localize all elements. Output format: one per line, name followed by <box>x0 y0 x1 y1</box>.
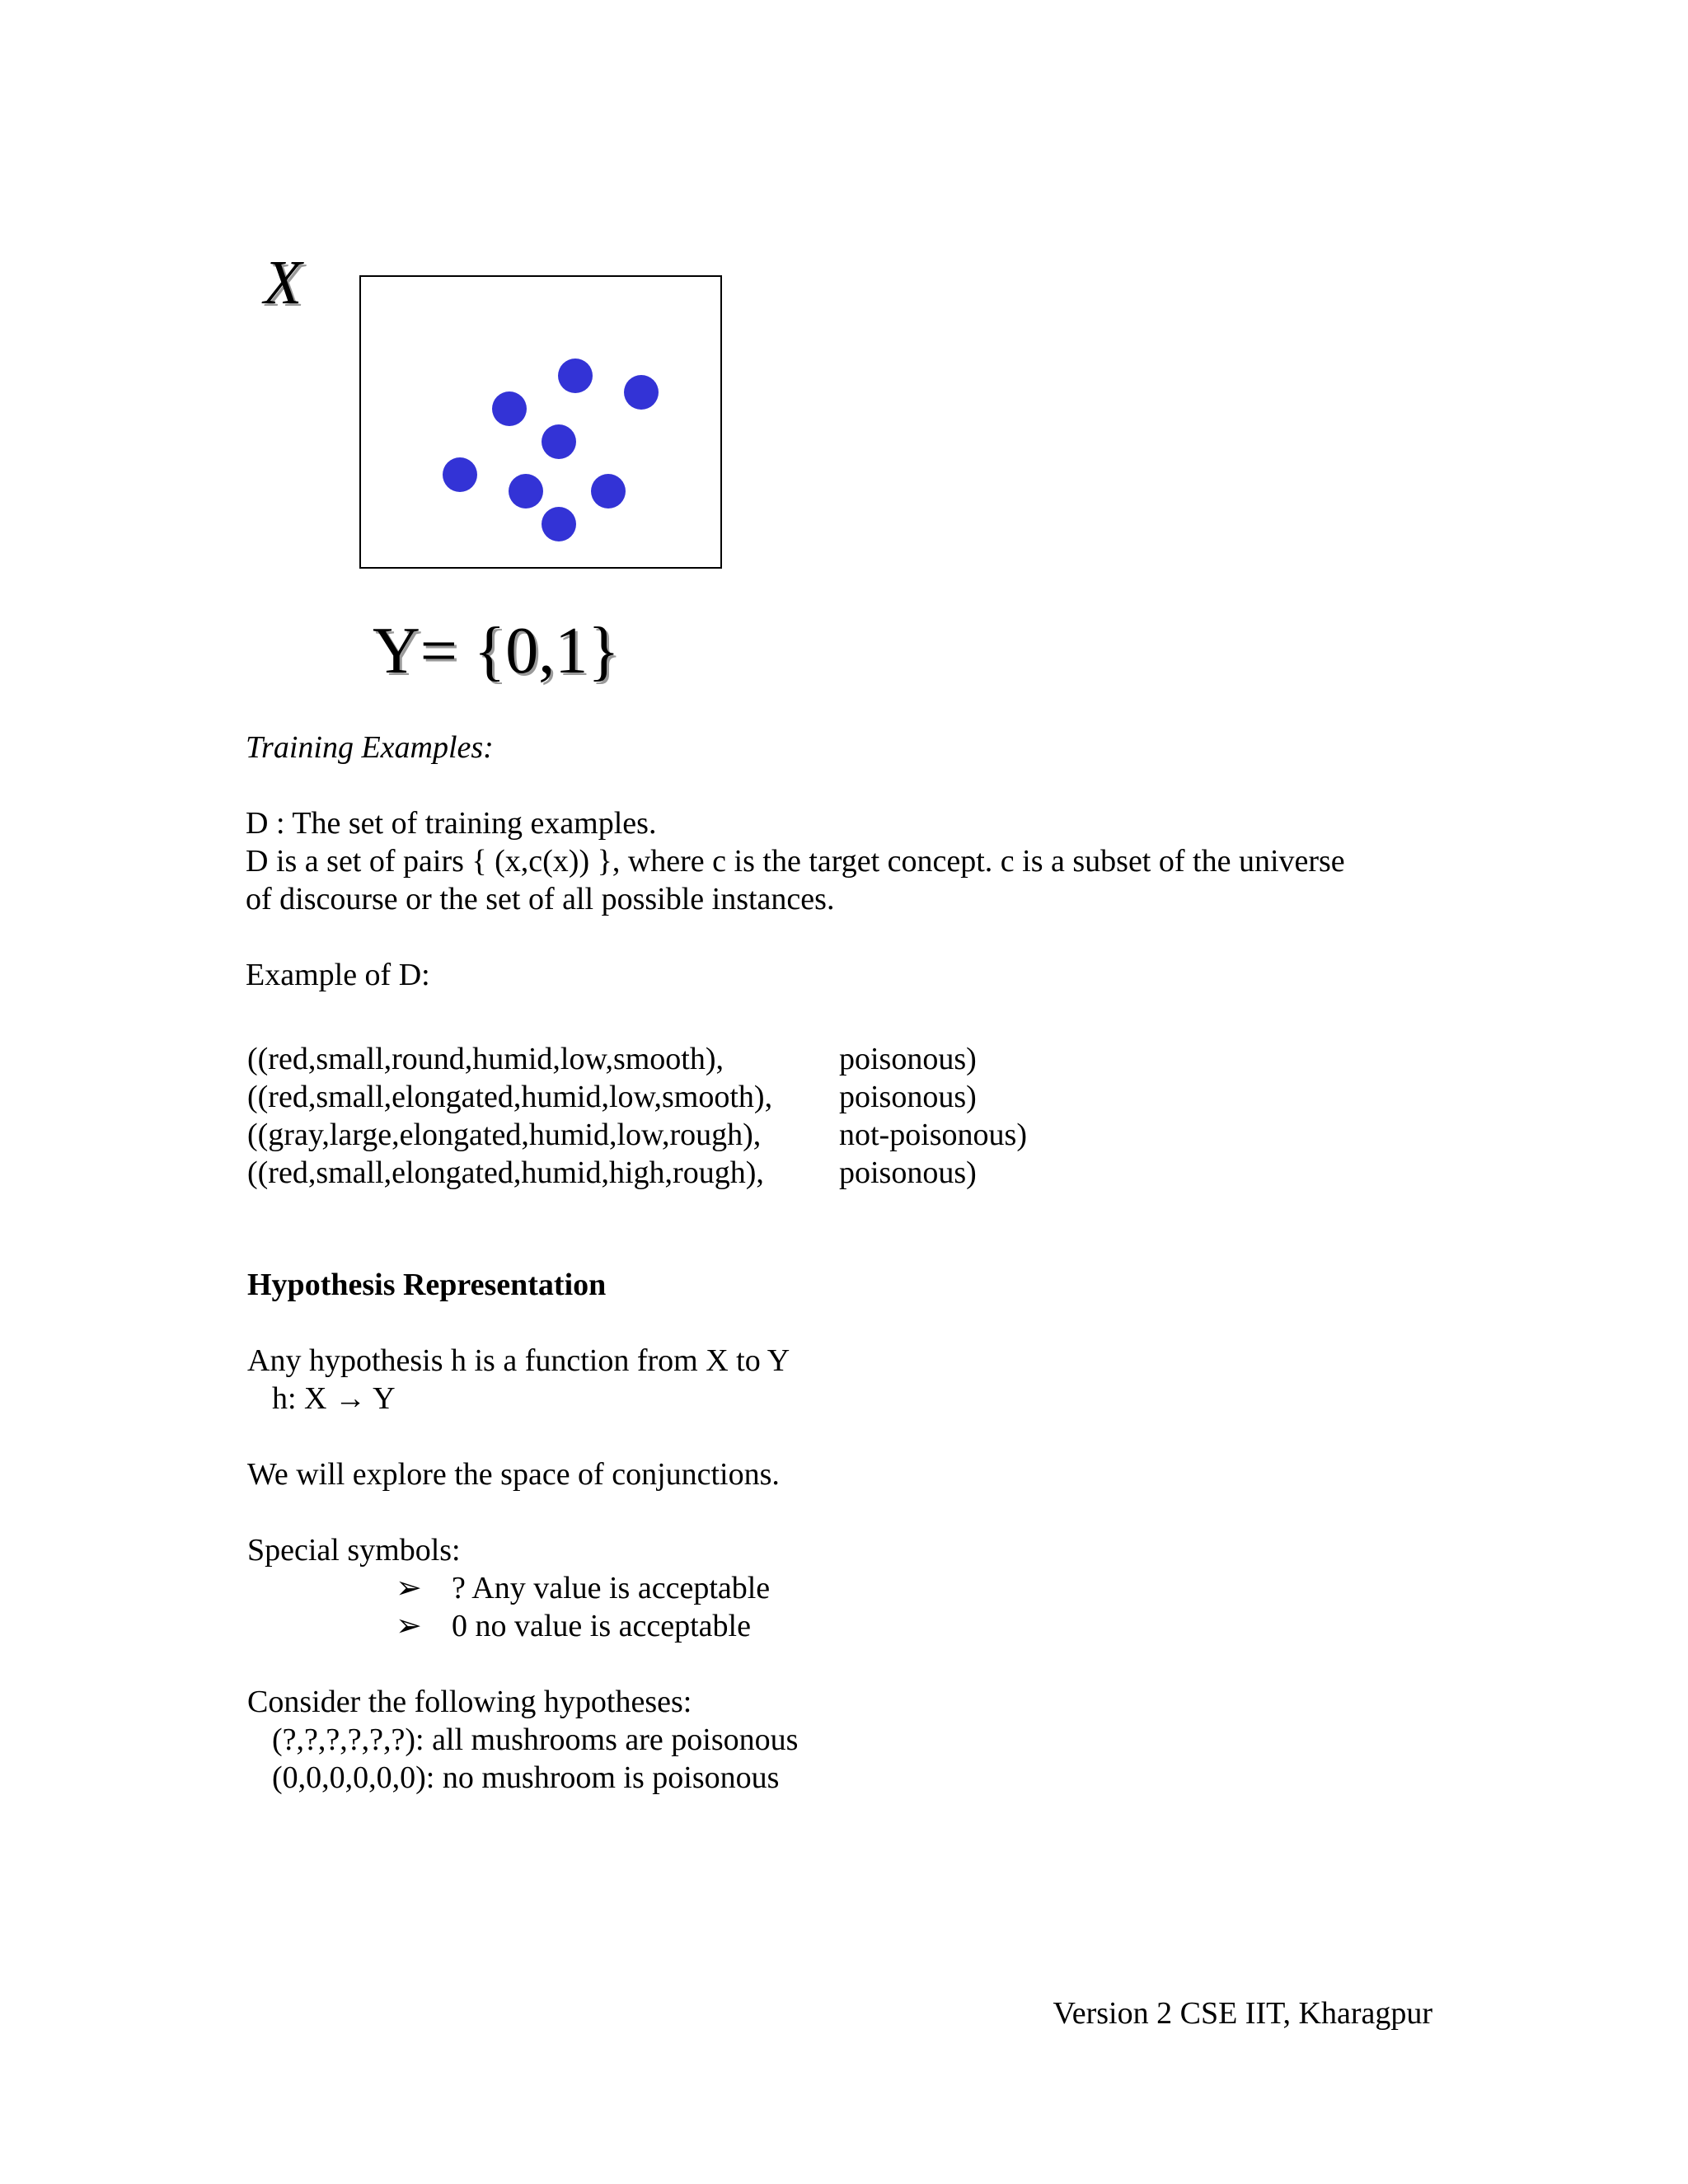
consider-heading: Consider the following hypotheses: <box>247 1685 692 1719</box>
example-attributes: ((gray,large,elongated,humid,low,rough), <box>247 1118 762 1152</box>
example-heading: Example of D: <box>246 958 430 992</box>
page-footer: Version 2 CSE IIT, Kharagpur <box>1053 1996 1432 2031</box>
example-attributes: ((red,small,elongated,humid,high,rough), <box>247 1155 764 1190</box>
example-attributes: ((red,small,round,humid,low,smooth), <box>247 1042 724 1076</box>
training-examples-heading: Training Examples: <box>246 730 494 765</box>
instance-dots <box>361 277 720 567</box>
d-definition: D : The set of training examples. <box>246 806 657 841</box>
symbol-description: 0 no value is acceptable <box>452 1609 751 1643</box>
hypothesis-all-poisonous: (?,?,?,?,?,?): all mushrooms are poisonous <box>272 1722 799 1757</box>
conjunction-space-text: We will explore the space of conjunctions. <box>247 1457 780 1492</box>
d-pairs-line-1: D is a set of pairs { (x,c(x)) }, where c is the target concept. c is a subset of the universe <box>246 844 1345 879</box>
arrow-bullet-icon: ➢ <box>396 1609 422 1643</box>
instance-dot <box>509 474 543 509</box>
d-pairs-line-2: of discourse or the set of all possible instances. <box>246 882 835 916</box>
instance-dot <box>591 474 626 509</box>
example-attributes: ((red,small,elongated,humid,low,smooth), <box>247 1080 773 1114</box>
instance-dot <box>542 424 576 459</box>
set-x-label: X <box>264 248 302 317</box>
instance-dot <box>443 457 477 492</box>
hypothesis-none-poisonous: (0,0,0,0,0,0): no mushroom is poisonous <box>272 1760 780 1795</box>
set-y-label: Y= {0,1} <box>373 615 620 687</box>
hypothesis-definition: Any hypothesis h is a function from X to Y <box>247 1343 790 1378</box>
instance-dot <box>542 507 576 541</box>
instance-dot <box>492 391 527 426</box>
example-label: poisonous) <box>839 1042 977 1076</box>
hypothesis-mapping: h: X → Y <box>272 1381 396 1416</box>
hypothesis-heading: Hypothesis Representation <box>247 1268 607 1302</box>
symbol-description: ? Any value is acceptable <box>452 1571 771 1605</box>
special-symbols-heading: Special symbols: <box>247 1533 461 1568</box>
example-label: not-poisonous) <box>839 1118 1027 1152</box>
instance-dot <box>558 359 593 393</box>
example-label: poisonous) <box>839 1080 977 1114</box>
instance-space-box <box>359 275 722 569</box>
arrow-bullet-icon: ➢ <box>396 1571 422 1605</box>
example-label: poisonous) <box>839 1155 977 1190</box>
instance-dot <box>624 375 659 410</box>
